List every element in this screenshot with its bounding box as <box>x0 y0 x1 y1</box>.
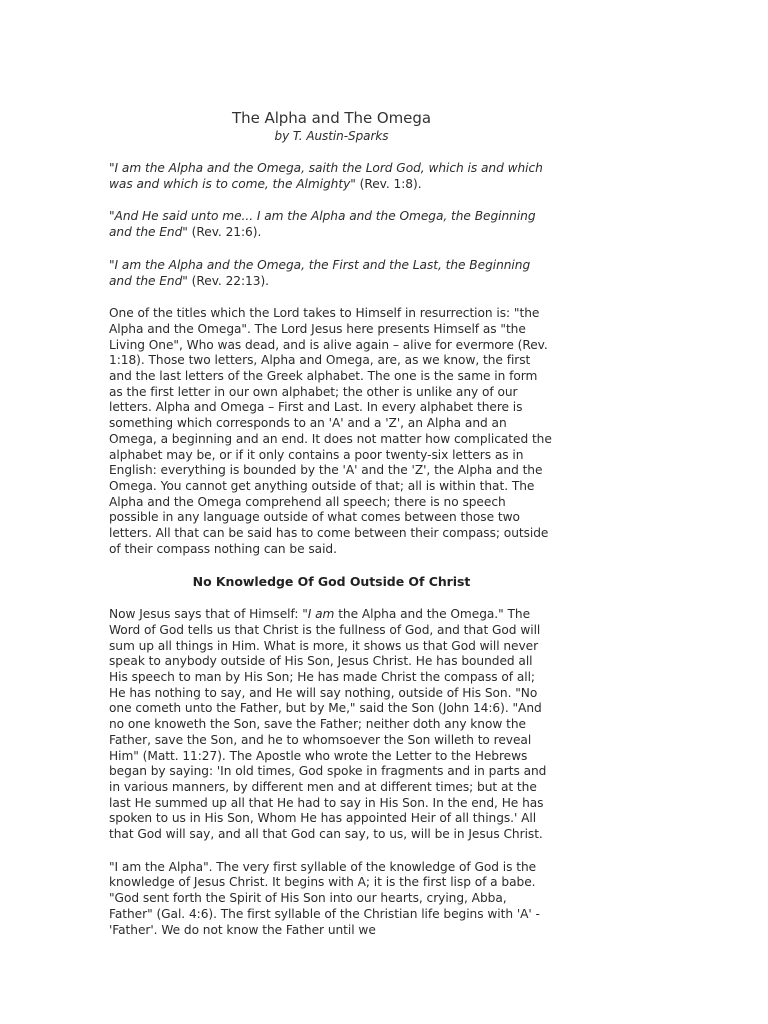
paragraph-emphasis: "I am <box>302 607 335 622</box>
quote-text: "I am the Alpha and the Omega, the First and the Last, the Beginning and the End" <box>109 257 531 288</box>
intro-paragraph: One of the titles which the Lord takes to Himself in resurrection is: "the Alpha and the Omega". The Lord Jesus here presents Himself as "the Living One", Who was dead, and is alive again – alive for evermore (Rev. 1:18). Those two letters, Alpha and Omega, are, as we know, the first and the last letters of the Greek alphabet. The one is the same in form as the first letter in our own alphabet; the other is unlike any of our letters. Alpha and Omega – First and Last. In every alphabet there is something which corresponds to an 'A' and a 'Z', an Alpha and an Omega, a beginning and an end. It does not matter how complicated the alphabet may be, or if it only contains a poor twenty-six letters as in English: everything is bounded by the 'A' and the 'Z', the Alpha and the Omega. You cannot get anything outside of that; all is within that. The Alpha and the Omega comprehend all speech; there is no speech possible in any language outside of what comes between those two letters. All that can be said has to come between their compass; outside of their compass nothing can be said. <box>109 306 552 556</box>
quote-reference: (Rev. 22:13). <box>187 273 269 288</box>
document-title: The Alpha and The Omega <box>232 109 431 127</box>
section-paragraph <box>109 607 554 843</box>
scripture-quote-2 <box>109 209 554 240</box>
quote-text: "And He said unto me... I am the Alpha and the Omega, the Beginning and the End" <box>109 209 536 240</box>
paragraph-body: the Alpha and the Omega." The Word of God tells us that Christ is the fullness of God, and that God will sum up all things in Him. What is more, it shows us that God will never speak to anybody outside of His Son, Jesus Christ. He has bounded all His speech to man by His Son; He has made Christ the compass of all; He has nothing to say, and He will say nothing, outside of His Son. "No one cometh unto the Father, but by Me," said the Son (John 14:6). "And no one knoweth the Son, save the Father; neither doth any know the Father, save the Son, and he to whomsoever the Son willeth to reveal Him" (Matt. 11:27). The Apostle who wrote the Letter to the Hebrews began by saying: 'In old times, God spoke in fragments and in parts and in various manners, by different men and at different times; but at the last He summed up all that He had to say in His Son. In the end, He has spoken to us in His Son, Whom He has appointed Heir of all things.' All that God will say, and all that God can say, to us, will be in Jesus Christ. <box>109 607 547 842</box>
quote-reference: (Rev. 21:6). <box>187 225 262 240</box>
alpha-paragraph: "I am the Alpha". The very first syllable of the knowledge of God is the knowledge of Jesus Christ. It begins with A; it is the first lisp of a babe. "God sent forth the Spirit of His Son into our hearts, crying, Abba, Father" (Gal. 4:6). The first syllable of the Christian life begins with 'A' - 'Father'. We do not know the Father until we <box>109 859 540 937</box>
author-line: by T. Austin-Sparks <box>274 129 389 143</box>
quote-text: "I am the Alpha and the Omega, saith the Lord God, which is and which was and which is to come, the Almighty" <box>109 161 543 191</box>
scripture-quote-1 <box>109 161 554 192</box>
paragraph-lead: Now Jesus says that of Himself: <box>109 607 303 622</box>
document-page <box>109 108 554 955</box>
quote-reference: (Rev. 1:8). <box>355 176 422 191</box>
section-heading: No Knowledge Of God Outside Of Christ <box>192 574 471 590</box>
scripture-quote-3 <box>109 258 554 289</box>
